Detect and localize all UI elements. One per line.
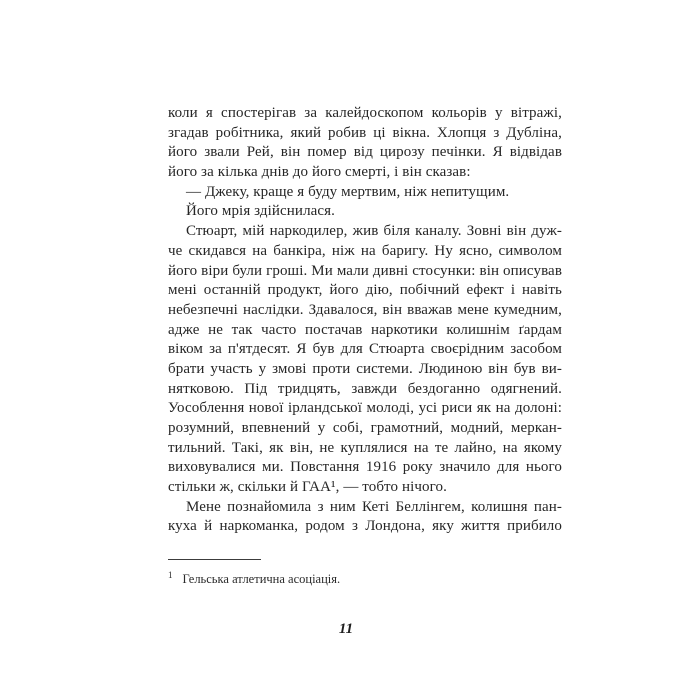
body-line: адже не так часто постачав наркотики колишнім ґардам bbox=[168, 321, 562, 338]
footnote-text: Гельська атлетична асоціація. bbox=[182, 572, 341, 587]
body-line: виховувалися ми. Повстання 1916 року значило для нього bbox=[168, 459, 562, 476]
body-line: тильний. Такі, як він, не куплялися на те лайно, на якому bbox=[168, 439, 562, 456]
body-line: згадав робітника, який робив ці вікна. Хлопця з Дубліна, bbox=[168, 124, 562, 141]
body-line: віком за п'ятдесят. Я був для Стюарта своєрідним засобом bbox=[168, 341, 562, 358]
body-text bbox=[168, 104, 562, 537]
body-line: брати участь у змові проти системи. Людиною він був ви- bbox=[168, 360, 562, 377]
body-line: його віри були гроші. Ми мали дивні стосунки: він описував bbox=[168, 262, 562, 279]
body-line: нятковою. Під тридцять, завжди бездоганно одягнений. bbox=[168, 380, 562, 397]
body-line: Стюарт, мій наркодилер, жив біля каналу. Зовні він дуж- bbox=[186, 223, 562, 240]
body-line: че скидався на банкіра, ніж на баригу. Ну ясно, символом bbox=[168, 242, 562, 259]
body-line: коли я спостерігав за калейдоскопом кольорів у вітражі, bbox=[168, 105, 562, 121]
body-line: мені останній продукт, його дію, побічний ефект і навіть bbox=[168, 282, 562, 299]
body-line: стільки ж, скільки й ГАА¹, — тобто нічого. bbox=[168, 479, 447, 496]
footnote bbox=[168, 567, 562, 587]
body-line: куха й наркоманка, родом з Лондона, яку життя прибило bbox=[168, 518, 562, 535]
body-line: його звали Рей, він помер від цирозу печінки. Я відвідав bbox=[168, 144, 562, 161]
footnote-separator bbox=[168, 559, 261, 560]
body-line: Уособлення нової ірландської молоді, усі риси як на долоні: bbox=[168, 400, 562, 417]
page-number: 11 bbox=[338, 621, 354, 637]
body-line: розумний, впевнений у собі, грамотний, модний, меркан- bbox=[168, 420, 562, 436]
body-line: небезпечні наслідки. Здавалося, він вважав мене кумедним, bbox=[168, 301, 562, 318]
body-line: — Джеку, краще я буду мертвим, ніж непитущим. bbox=[186, 183, 510, 200]
body-line: Мене познайомила з ним Кеті Беллінгем, колишня пан- bbox=[186, 498, 562, 515]
body-line: Його мрія здійснилася. bbox=[186, 203, 336, 220]
footnote-marker: 1 bbox=[168, 570, 173, 580]
body-line: його за кілька днів до його смерті, і він сказав: bbox=[168, 164, 471, 181]
